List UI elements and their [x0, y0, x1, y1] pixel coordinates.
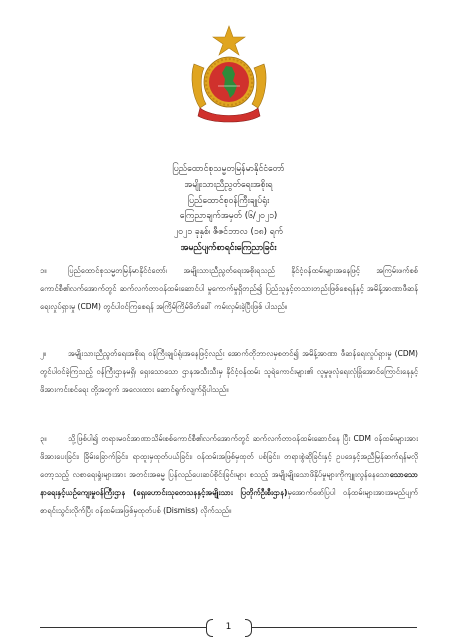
paragraph-2-number: ၂။: [40, 349, 46, 358]
paragraph-3-number: ၃။: [40, 434, 47, 443]
footer-rule-left: [40, 627, 206, 628]
header-country-line: ပြည်ထောင်စုသမ္မတမြန်မာနိုင်ငံတော်: [172, 164, 285, 174]
header-government-line: အမျိုးသားညီညွတ်ရေးအစိုးရ: [184, 179, 273, 190]
header-announcement-number: ကြေညာချက်အမှတ် (၆/၂၀၂၁): [179, 211, 278, 222]
paragraph-3-text-a: သို့ဖြစ်ပါ၍ တရားမဝင်အာဏာသိမ်းစစ်ကောင်စီ၏လက်အောက်တွင် ဆက်လက်တာဝန်ထမ်းဆောင်နေ ပြီး CDM ဝန်ထမ်းများအား ဖိအားပေးခြင်း၊ ခြိမ်းခြောက်ခြင်း၊ ရာထူးမှထုတ်ပယ်ခြင်း၊ ဝန်ထမ်းအဖြစ်မှထုတ် ပစ်ခြင်း၊ တရားစွဲဆိုခြင်းနှင့် ဥပဒေနှင့်အညီမြန်ဆက်ရန်မလိုတော့သည့် လစာရေးရှုံးများအား အတင်းအဓမ္မ ပြန်လည်ပေးဆပ်စိုင်းခြင်းများ စသည့် အမျိုးမျိုးသောဖိနှိပ်မှုများကိုကျူးလွန်နေသော: [40, 434, 418, 479]
paragraph-3-text-c: မှအောက်ဖော်ပြပါ ဝန်ထမ်းများအားအမည်ပျက်စာရင်းသွင်းလိုက်ပြီး ဝန်ထမ်းအဖြစ်မှထုတ်ပစ် (Dismiss) လိုက်သည်။: [40, 488, 418, 515]
paragraph-3-department: သောသောနာရေးနှင့်ယဉ်ကျေးမှုဝန်ကြီးဌာန (ရှေးဟောင်းသုတေသနနှင့်အမျိုးသား ပြတိုက်ဦးစီးဌာန): [40, 470, 418, 497]
paragraph-1-number: ၁။: [40, 266, 47, 275]
document-header: [40, 162, 417, 257]
footer-bracket-right: [245, 619, 252, 637]
page-footer: [40, 618, 417, 640]
paragraph-1: [40, 262, 418, 316]
paragraph-1-text: ပြည်ထောင်စုသမ္မတမြန်မာနိုင်ငံတော်၊ အမျိုးသားညီညွတ်ရေးအစိုးရသည် နိုင်ငံ့ဝန်ထမ်းများအနေဖြင့် အကြမ်းဖက်စစ်ကောင်စီ၏လက်အောက်တွင် ဆက်လက်တာဝန်ထမ်းဆောင်ပါ မှုကောက်မှုရှိတည်၍ ပြည်သူနှင့်တသားတည်းဖြစ်စေရန်နှင့် အမိန့်အာဏာဖီဆန်ရေးလှုပ်ရှားမှု (CDM) တွင်ပါဝင်ကြစေရန် အကြိမ်ကြိမ်ဖိတ်ခေါ် ကမ်းလှမ်းခဲ့ပြီးဖြစ် ပါသည်။: [40, 266, 418, 311]
paragraph-2: [40, 345, 418, 399]
document-title: အမည်ပျက်စာရင်းကြေညာခြင်း: [180, 242, 277, 253]
state-seal-icon: [188, 24, 270, 126]
header-date: ၂၀၂၁ ခုနှစ်၊ ဇီဇင်ဘာလ (၁၈) ရက်: [173, 227, 284, 238]
footer-rule-right: [252, 627, 417, 628]
header-office-line: ပြည်ထောင်စုဝန်ကြီးချုပ်ရုံး: [187, 195, 270, 206]
footer-bracket-left: [206, 619, 213, 637]
page-number: 1: [225, 622, 232, 632]
paragraph-3: [40, 430, 418, 520]
paragraph-2-text: အမျိုးသားညီညွတ်ရေးအစိုးရ ဝန်ကြီးချုပ်ရုံးအနေဖြင့်လည်း အောက်တိုဘာလမှစတင်၍ အမိန့်အာဏာ ဖီဆန်ရေးလှုပ်ရှားမှု (CDM) တွင်ပါဝင်ခဲ့ကြသည့် ဝန်ကြီးဌာနမရှိ၊ ရှေးသောသော ဌာနအသီးသီးမှ နိုင်ငံ့ဝန်ထမ်း သူရဲကောင်းများ၏ လူမှုဖူလုံရေးလုံခြုံအောင်ကြောင်းနေနှင့် ဖိအားကင်းစင်ရေး တို့အတွက် အလေးထား ဆောင်ရွက်လျက်ရှိပါသည်။: [40, 349, 418, 394]
